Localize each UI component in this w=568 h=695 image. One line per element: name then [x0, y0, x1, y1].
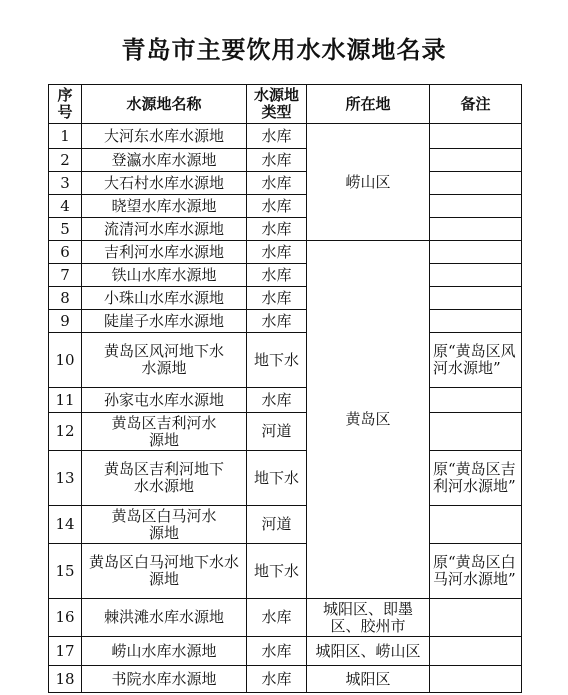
- cell-name: 棘洪滩水库水源地: [82, 599, 247, 637]
- cell-no: 16: [49, 599, 82, 637]
- cell-type: 河道: [247, 506, 307, 544]
- table-row: [49, 666, 522, 693]
- cell-name: 流清河水库水源地: [82, 218, 247, 241]
- cell-type: 水库: [247, 149, 307, 172]
- cell-note: [430, 149, 522, 172]
- header-type: 水源地类型: [247, 85, 307, 124]
- cell-note: [430, 388, 522, 413]
- cell-no: 2: [49, 149, 82, 172]
- cell-name: 孙家屯水库水源地: [82, 388, 247, 413]
- cell-note: [430, 599, 522, 637]
- cell-name: 大河东水库水源地: [82, 124, 247, 149]
- cell-note: 原“黄岛区白马河水源地”: [430, 544, 522, 599]
- table-row: [49, 544, 522, 599]
- cell-no: 8: [49, 287, 82, 310]
- cell-type: 水库: [247, 195, 307, 218]
- cell-note: [430, 287, 522, 310]
- cell-type: 水库: [247, 124, 307, 149]
- header-location: 所在地: [307, 85, 430, 124]
- cell-name: 登瀛水库水源地: [82, 149, 247, 172]
- cell-note: [430, 218, 522, 241]
- header-no: 序号: [49, 85, 82, 124]
- cell-no: 18: [49, 666, 82, 693]
- table-row: [49, 413, 522, 451]
- cell-name: 晓望水库水源地: [82, 195, 247, 218]
- cell-note: [430, 241, 522, 264]
- cell-name: 铁山水库水源地: [82, 264, 247, 287]
- cell-name: 书院水库水源地: [82, 666, 247, 693]
- cell-type: 水库: [247, 666, 307, 693]
- cell-name: 崂山水库水源地: [82, 637, 247, 666]
- cell-type: 地下水: [247, 544, 307, 599]
- cell-type: 水库: [247, 264, 307, 287]
- table-row: [49, 264, 522, 287]
- cell-location: 城阳区、崂山区: [307, 637, 430, 666]
- cell-type: 水库: [247, 218, 307, 241]
- table-row: [49, 195, 522, 218]
- cell-type: 水库: [247, 599, 307, 637]
- cell-note: 原“黄岛区吉利河水源地”: [430, 451, 522, 506]
- cell-no: 5: [49, 218, 82, 241]
- cell-name: 黄岛区风河地下水水源地: [82, 333, 247, 388]
- cell-name: 大石村水库水源地: [82, 172, 247, 195]
- cell-type: 水库: [247, 287, 307, 310]
- cell-no: 13: [49, 451, 82, 506]
- cell-type: 水库: [247, 172, 307, 195]
- cell-type: 河道: [247, 413, 307, 451]
- cell-name: 黄岛区白马河地下水水源地: [82, 544, 247, 599]
- cell-name: 黄岛区吉利河地下水水源地: [82, 451, 247, 506]
- cell-name: 黄岛区吉利河水源地: [82, 413, 247, 451]
- cell-no: 7: [49, 264, 82, 287]
- table-row: [49, 172, 522, 195]
- cell-location: 崂山区: [307, 124, 430, 241]
- cell-no: 15: [49, 544, 82, 599]
- cell-note: [430, 124, 522, 149]
- cell-note: [430, 172, 522, 195]
- cell-type: 地下水: [247, 333, 307, 388]
- table-row: [49, 451, 522, 506]
- cell-location: 城阳区、即墨区、胶州市: [307, 599, 430, 637]
- table-row: [49, 388, 522, 413]
- water-source-table: [48, 84, 522, 693]
- cell-note: [430, 413, 522, 451]
- cell-no: 3: [49, 172, 82, 195]
- cell-type: 水库: [247, 310, 307, 333]
- cell-no: 11: [49, 388, 82, 413]
- cell-location: 城阳区: [307, 666, 430, 693]
- cell-note: [430, 666, 522, 693]
- cell-no: 14: [49, 506, 82, 544]
- cell-name: 陡崖子水库水源地: [82, 310, 247, 333]
- page-title: 青岛市主要饮用水水源地名录: [121, 36, 447, 64]
- cell-no: 9: [49, 310, 82, 333]
- table-row: [49, 149, 522, 172]
- table-row: [49, 506, 522, 544]
- cell-type: 水库: [247, 388, 307, 413]
- table-row: [49, 241, 522, 264]
- cell-note: [430, 264, 522, 287]
- cell-note: [430, 195, 522, 218]
- cell-no: 10: [49, 333, 82, 388]
- table-row: [49, 637, 522, 666]
- cell-name: 黄岛区白马河水源地: [82, 506, 247, 544]
- cell-no: 1: [49, 124, 82, 149]
- cell-name: 吉利河水库水源地: [82, 241, 247, 264]
- cell-location: 黄岛区: [307, 241, 430, 599]
- cell-no: 12: [49, 413, 82, 451]
- table-row: [49, 310, 522, 333]
- cell-type: 地下水: [247, 451, 307, 506]
- table-row: [49, 333, 522, 388]
- cell-note: [430, 310, 522, 333]
- cell-no: 4: [49, 195, 82, 218]
- table-row: [49, 599, 522, 637]
- header-note: 备注: [430, 85, 522, 124]
- cell-type: 水库: [247, 637, 307, 666]
- table-row: [49, 124, 522, 149]
- cell-no: 6: [49, 241, 82, 264]
- cell-name: 小珠山水库水源地: [82, 287, 247, 310]
- cell-type: 水库: [247, 241, 307, 264]
- table-row: [49, 218, 522, 241]
- cell-note: [430, 506, 522, 544]
- cell-no: 17: [49, 637, 82, 666]
- cell-note: 原“黄岛区风河水源地”: [430, 333, 522, 388]
- header-name: 水源地名称: [82, 85, 247, 124]
- table-header-row: [49, 85, 522, 124]
- cell-note: [430, 637, 522, 666]
- table-row: [49, 287, 522, 310]
